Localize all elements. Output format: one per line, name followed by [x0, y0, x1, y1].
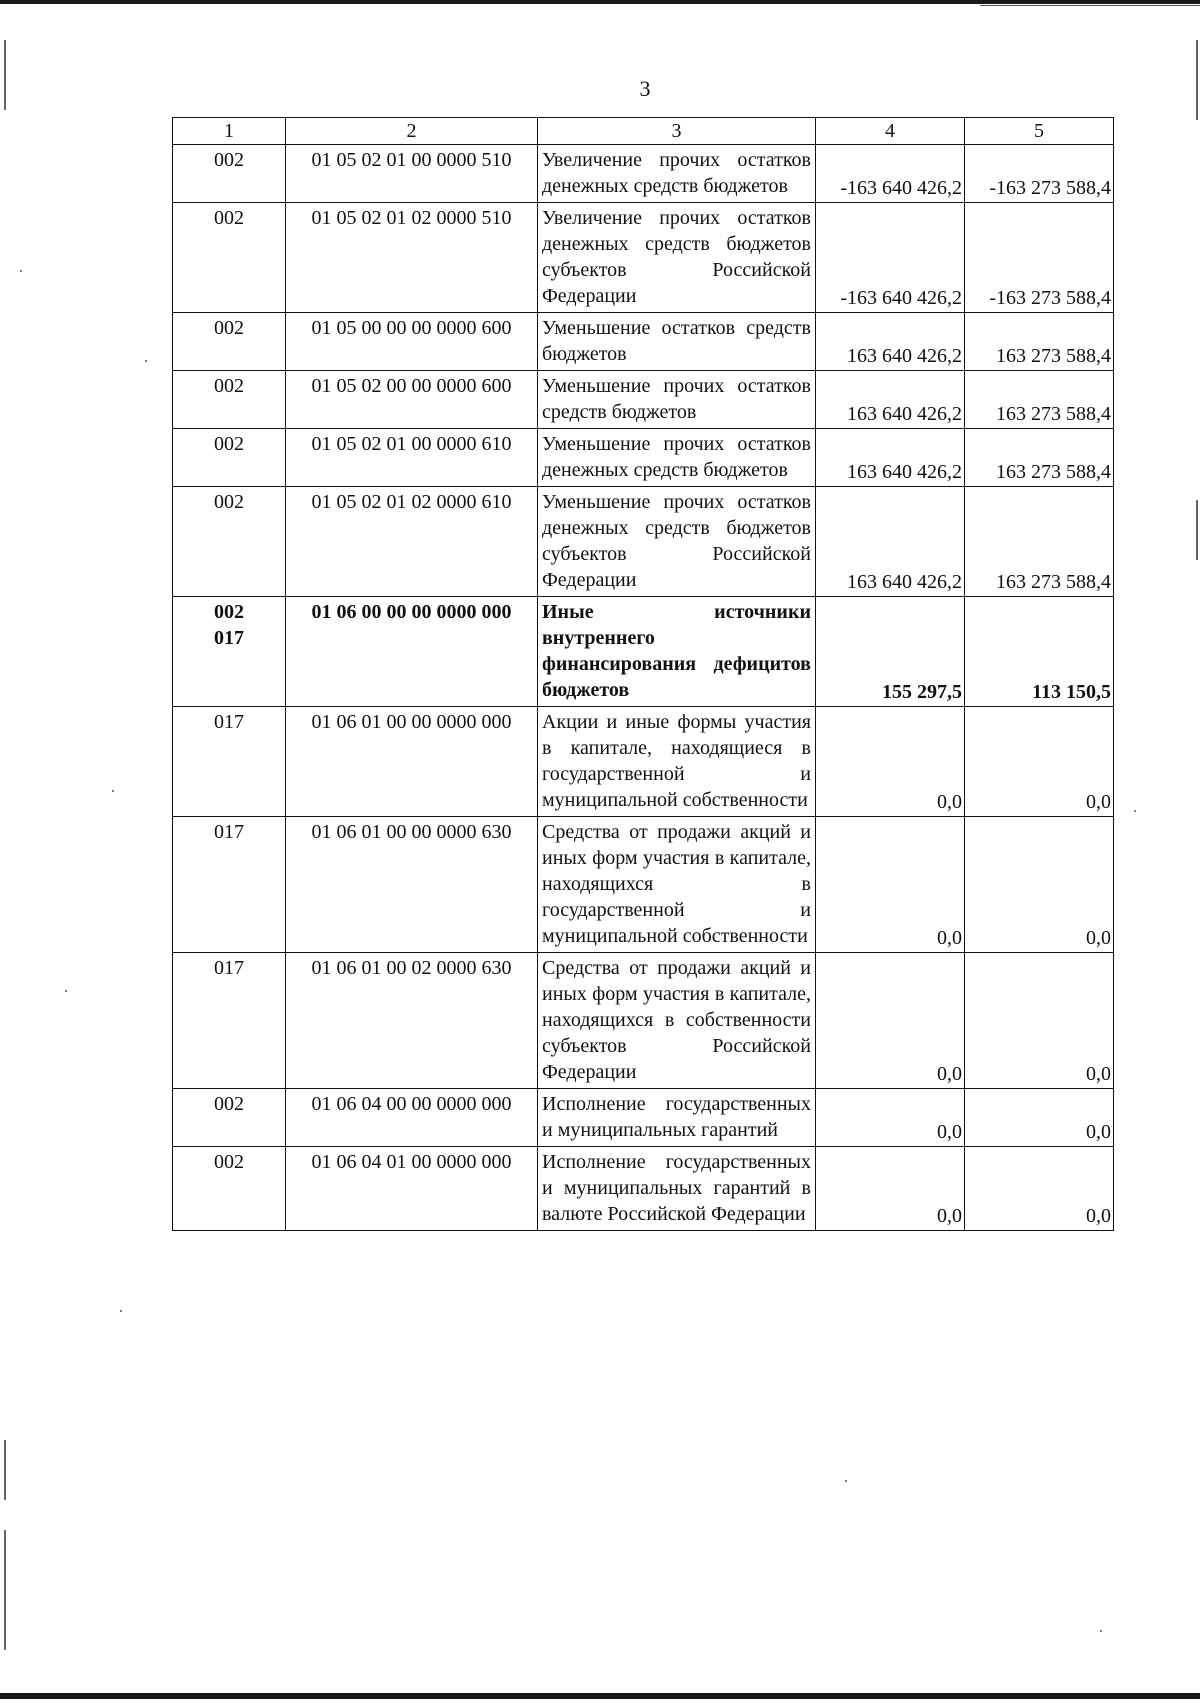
source-code: 01 05 02 01 02 0000 610: [286, 487, 538, 597]
source-name: Исполнение государственных и муниципальных гарантий в валюте Российской Федерации: [538, 1147, 816, 1231]
budget-sources-table: [172, 117, 1114, 1231]
admin-code-cell: [173, 371, 286, 429]
source-code: 01 06 00 00 00 0000 000: [286, 597, 538, 707]
table-header-row: [173, 118, 1114, 145]
source-name: Увеличение прочих остатков денежных средств бюджетов субъектов Российской Федерации: [538, 203, 816, 313]
amount-col4: 0,0: [816, 953, 965, 1089]
source-name: Средства от продажи акций и иных форм участия в капитале, находящихся в собственности субъектов Российской Федерации: [538, 953, 816, 1089]
source-code: 01 06 01 00 00 0000 000: [286, 707, 538, 817]
admin-code: 002: [214, 149, 244, 171]
admin-code-cell: [173, 313, 286, 371]
admin-code: 002: [214, 1093, 244, 1115]
source-code: 01 05 02 01 00 0000 610: [286, 429, 538, 487]
source-name: Уменьшение прочих остатков средств бюджетов: [538, 371, 816, 429]
admin-code: 002: [214, 375, 244, 397]
amount-col4: 155 297,5: [816, 597, 965, 707]
source-code: 01 05 02 01 00 0000 510: [286, 145, 538, 203]
admin-code-cell: [173, 1089, 286, 1147]
table-row: [173, 597, 1114, 707]
admin-code: 017: [214, 711, 244, 733]
admin-code: 017: [214, 627, 244, 649]
amount-col5: -163 273 588,4: [965, 145, 1114, 203]
table-row: [173, 1089, 1114, 1147]
table-row: [173, 1147, 1114, 1231]
amount-col5: 0,0: [965, 817, 1114, 953]
table-row: [173, 371, 1114, 429]
amount-col5: -163 273 588,4: [965, 203, 1114, 313]
amount-col5: 113 150,5: [965, 597, 1114, 707]
source-code: 01 06 04 00 00 0000 000: [286, 1089, 538, 1147]
admin-code-cell: [173, 429, 286, 487]
admin-code-cell: [173, 597, 286, 707]
amount-col4: 0,0: [816, 817, 965, 953]
column-header: 2: [286, 118, 538, 145]
left-edge-mark: [4, 40, 6, 110]
admin-code: 002: [214, 491, 244, 513]
column-header: 5: [965, 118, 1114, 145]
column-header: 1: [173, 118, 286, 145]
table-row: [173, 817, 1114, 953]
source-name: Уменьшение прочих остатков денежных средств бюджетов субъектов Российской Федерации: [538, 487, 816, 597]
amount-col5: 0,0: [965, 953, 1114, 1089]
source-code: 01 06 01 00 02 0000 630: [286, 953, 538, 1089]
source-name: Средства от продажи акций и иных форм участия в капитале, находящихся в государственной и муниципальной собственности: [538, 817, 816, 953]
source-name: Акции и иные формы участия в капитале, находящиеся в государственной и муниципальной собственности: [538, 707, 816, 817]
amount-col4: 163 640 426,2: [816, 429, 965, 487]
right-edge-mark: [1196, 500, 1198, 560]
table-row: [173, 429, 1114, 487]
admin-code: 002: [214, 317, 244, 339]
admin-code: 017: [214, 957, 244, 979]
scan-dot: [845, 1480, 847, 1482]
column-header: 3: [538, 118, 816, 145]
scan-dot: [145, 360, 147, 362]
page-number: 3: [639, 76, 651, 101]
amount-col4: 0,0: [816, 1147, 965, 1231]
source-code: 01 06 01 00 00 0000 630: [286, 817, 538, 953]
amount-col4: 163 640 426,2: [816, 313, 965, 371]
source-code: 01 05 02 01 02 0000 510: [286, 203, 538, 313]
admin-code-cell: [173, 1147, 286, 1231]
column-header: 4: [816, 118, 965, 145]
amount-col4: -163 640 426,2: [816, 203, 965, 313]
table-row: [173, 145, 1114, 203]
admin-code-cell: [173, 817, 286, 953]
scan-dot: [20, 270, 22, 272]
source-name: Исполнение государственных и муниципальных гарантий: [538, 1089, 816, 1147]
left-edge-mark: [4, 1530, 6, 1650]
amount-col5: 163 273 588,4: [965, 429, 1114, 487]
source-name: Увеличение прочих остатков денежных средств бюджетов: [538, 145, 816, 203]
scan-dot: [1134, 810, 1136, 812]
amount-col5: 163 273 588,4: [965, 371, 1114, 429]
source-name: Уменьшение остатков средств бюджетов: [538, 313, 816, 371]
admin-code: 017: [214, 821, 244, 843]
amount-col4: 0,0: [816, 1089, 965, 1147]
amount-col4: 0,0: [816, 707, 965, 817]
amount-col4: -163 640 426,2: [816, 145, 965, 203]
source-name: Уменьшение прочих остатков денежных средств бюджетов: [538, 429, 816, 487]
right-edge-mark: [1196, 40, 1198, 120]
admin-code-cell: [173, 145, 286, 203]
amount-col4: 163 640 426,2: [816, 371, 965, 429]
top-scan-border: [0, 0, 1200, 4]
amount-col5: 0,0: [965, 707, 1114, 817]
admin-code-cell: [173, 707, 286, 817]
admin-code-cell: [173, 953, 286, 1089]
scan-dot: [120, 1310, 122, 1312]
scan-dot: [65, 990, 67, 992]
admin-code-cell: [173, 203, 286, 313]
admin-code: 002: [214, 1151, 244, 1173]
amount-col5: 0,0: [965, 1147, 1114, 1231]
bottom-scan-border: [0, 1693, 1200, 1699]
amount-col5: 163 273 588,4: [965, 313, 1114, 371]
source-code: 01 06 04 01 00 0000 000: [286, 1147, 538, 1231]
admin-code: 002: [214, 207, 244, 229]
scan-dot: [112, 790, 114, 792]
source-code: 01 05 00 00 00 0000 600: [286, 313, 538, 371]
admin-code-cell: [173, 487, 286, 597]
amount-col5: 163 273 588,4: [965, 487, 1114, 597]
admin-code: 002: [214, 601, 244, 623]
table-row: [173, 707, 1114, 817]
source-code: 01 05 02 00 00 0000 600: [286, 371, 538, 429]
left-edge-mark: [4, 1440, 6, 1500]
amount-col5: 0,0: [965, 1089, 1114, 1147]
admin-code: 002: [214, 433, 244, 455]
table-row: [173, 487, 1114, 597]
table-row: [173, 953, 1114, 1089]
source-name: Иные источники внутреннего финансирования дефицитов бюджетов: [538, 597, 816, 707]
table-row: [173, 203, 1114, 313]
scan-dot: [1100, 1630, 1102, 1632]
table-row: [173, 313, 1114, 371]
amount-col4: 163 640 426,2: [816, 487, 965, 597]
top-scan-line: [980, 5, 1200, 6]
